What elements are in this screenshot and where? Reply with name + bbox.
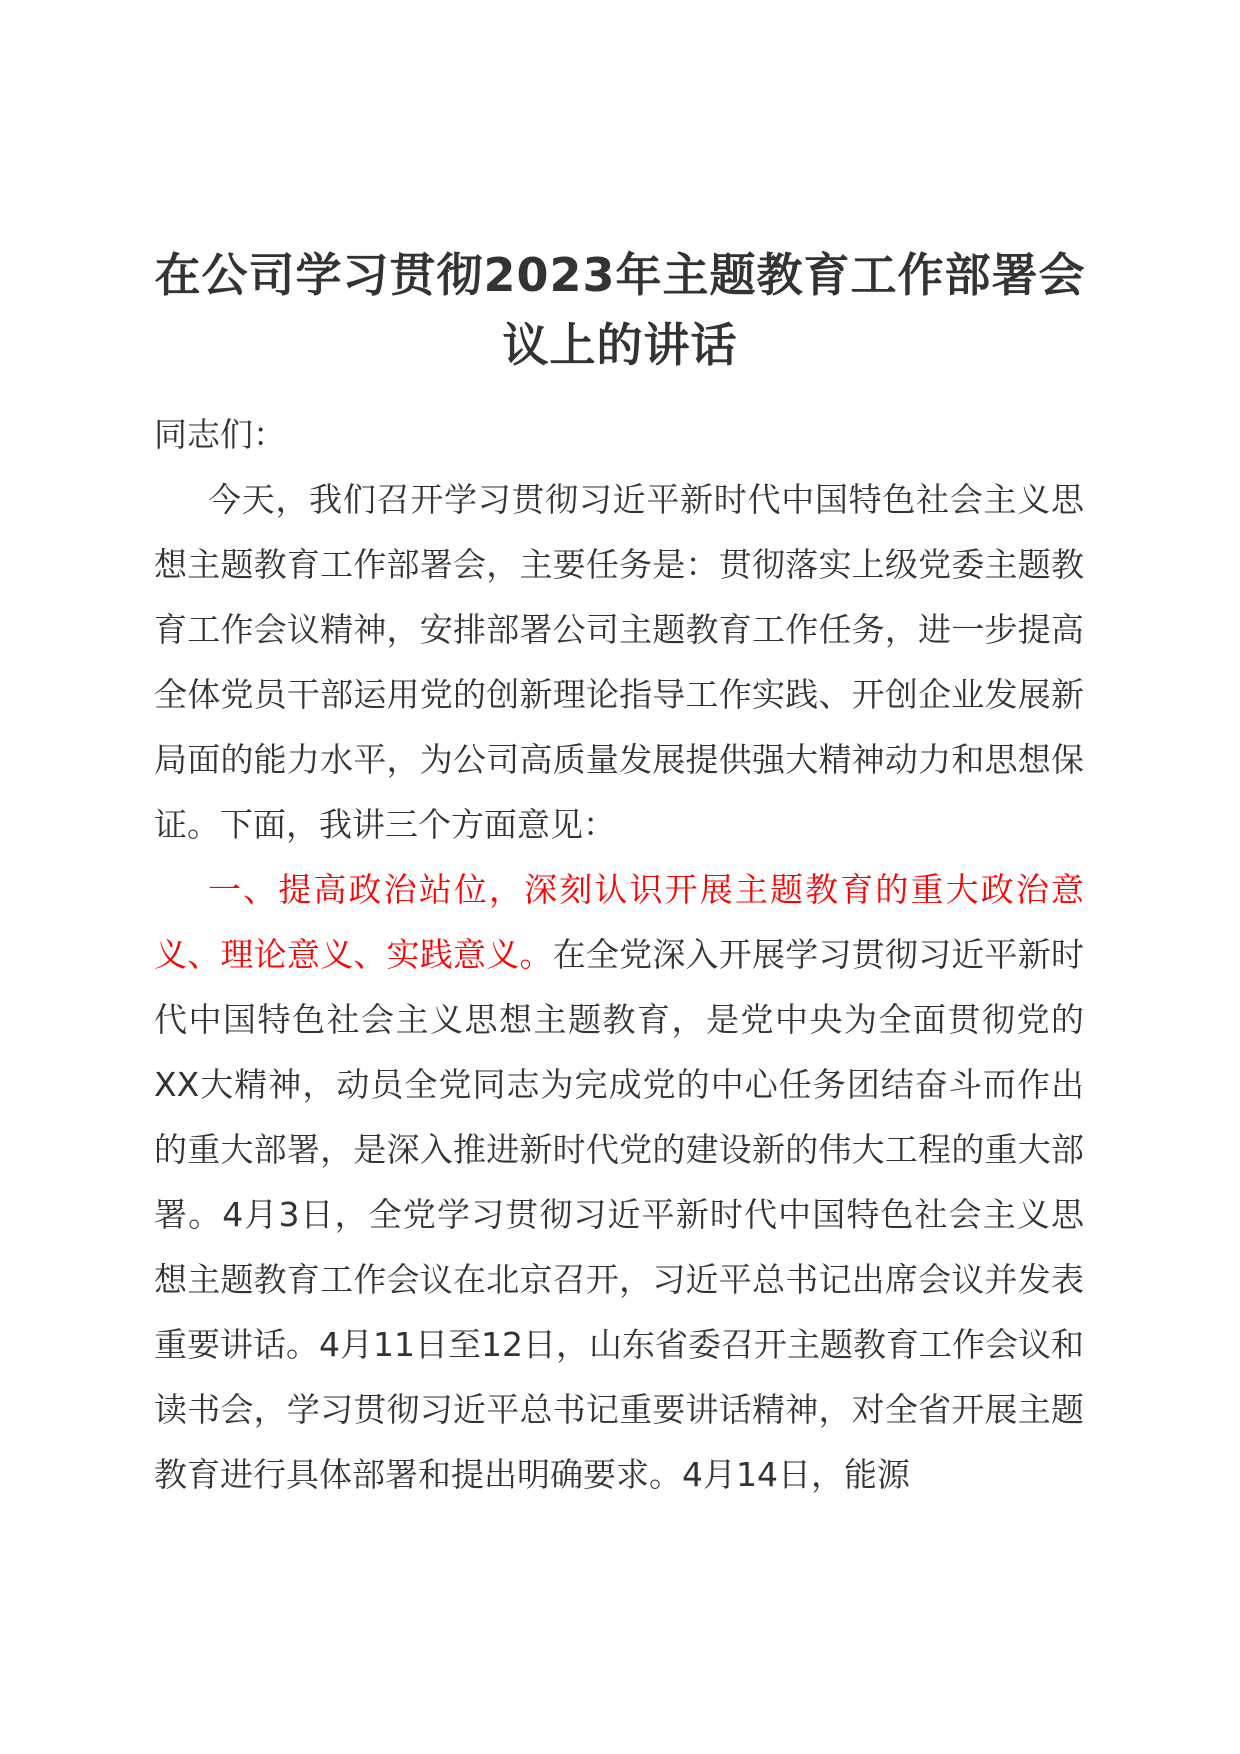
section-one-body: 在全党深入开展学习贯彻习近平新时代中国特色社会主义思想主题教育，是党中央为全面贯彻党的XX大精神，动员全党同志为完成党的中心任务团结奋斗而作出的重大部署，是深入推进新时代党的建设新的伟大工程的重大部署。4月3日，全党学习贯彻习近平新时代中国特色社会主义思想主题教育工作会议在北京召开，习近平总书记出席会议并发表重要讲话。4月11日至12日，山东省委召开主题教育工作会议和读书会，学习贯彻习近平总书记重要讲话精神，对全省开展主题教育进行具体部署和提出明确要求。4月14日，能源 (154, 935, 1085, 1494)
paragraph-section-one (154, 857, 1084, 1507)
section-one-heading: 一、提高政治站位，深刻认识开展主题教育的重大政治意义、理论意义、实践意义。 (154, 870, 1084, 974)
document-title: 在公司学习贯彻2023年主题教育工作部署会议上的讲话 (154, 248, 1086, 372)
paragraph-intro: 今天，我们召开学习贯彻习近平新时代中国特色社会主义思想主题教育工作部署会，主要任务是：贯彻落实上级党委主题教育工作会议精神，安排部署公司主题教育工作任务，进一步提高全体党员干部运用党的创新理论指导工作实践、开创企业发展新局面的能力水平，为公司高质量发展提供强大精神动力和思想保证。下面，我讲三个方面意见： (154, 480, 1084, 844)
salutation: 同志们： (154, 415, 286, 454)
document-body (154, 402, 1084, 1507)
